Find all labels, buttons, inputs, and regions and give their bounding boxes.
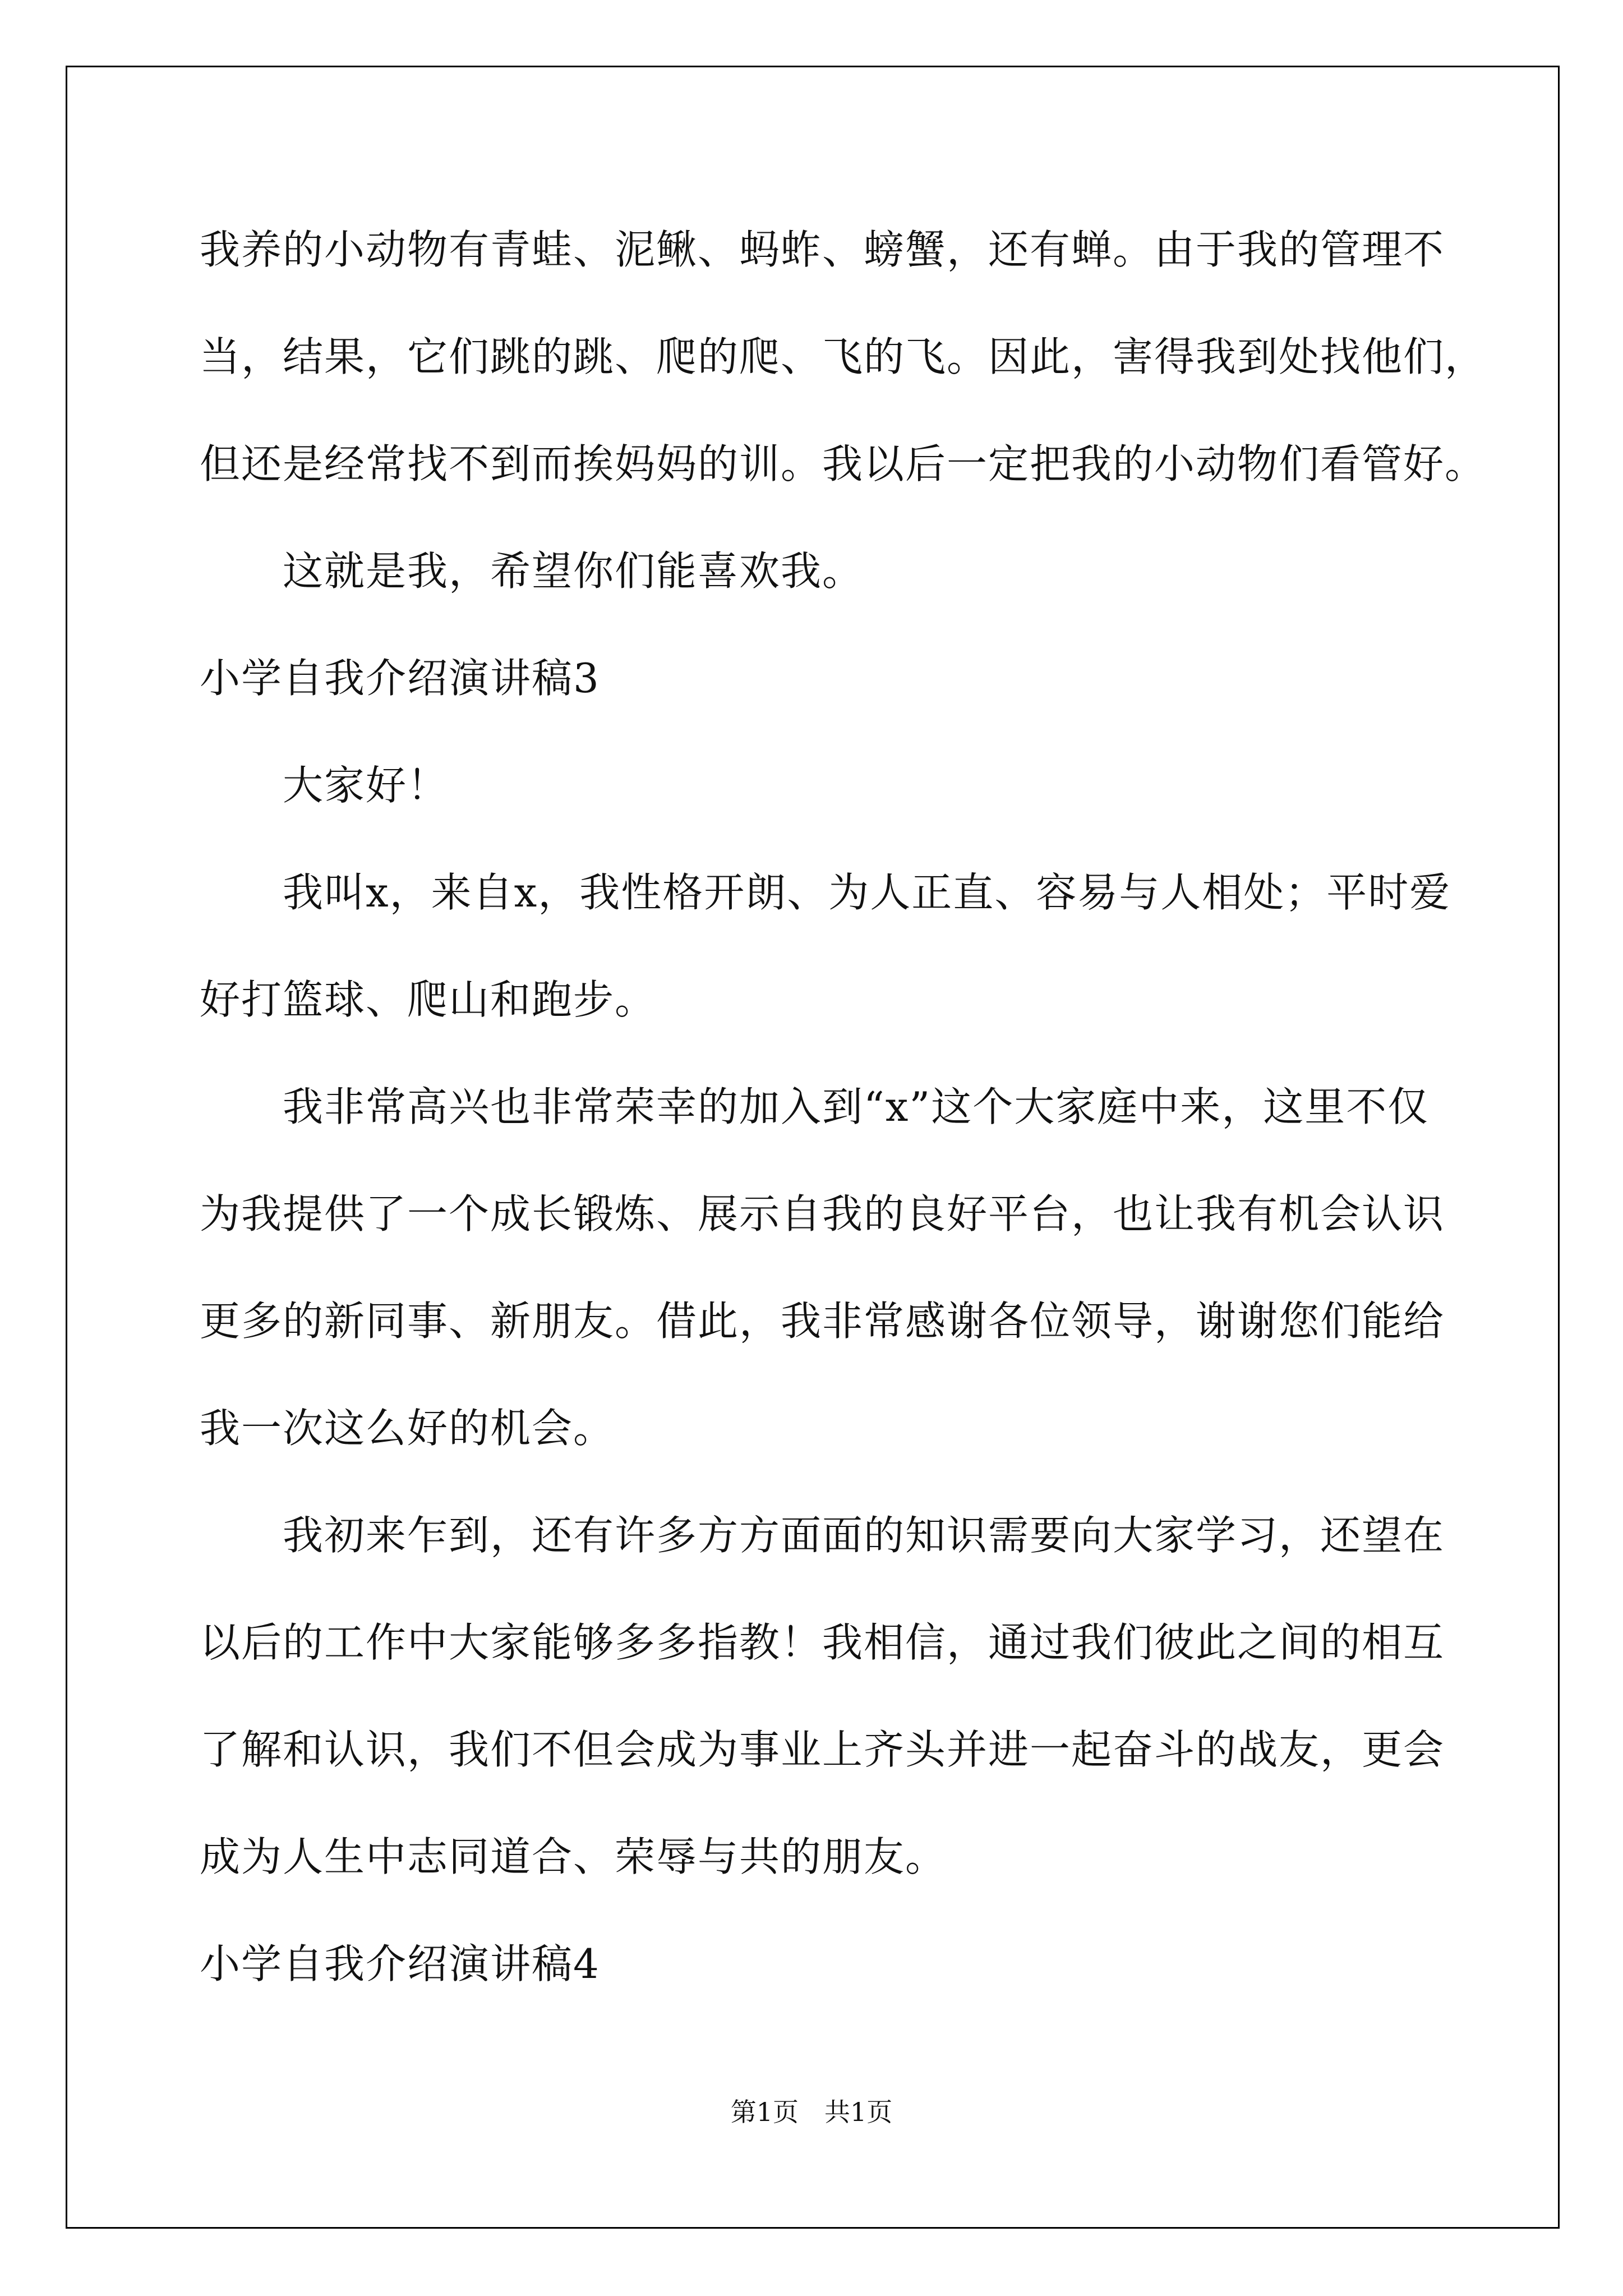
page-border	[66, 66, 1560, 2229]
paragraph-line: 当，结果，它们跳的跳、爬的爬、飞的飞。因此，害得我到处找他们，	[200, 333, 1487, 380]
greeting-line: 大家好！	[283, 762, 449, 809]
section-heading: 小学自我介绍演讲稿3	[200, 655, 600, 702]
paragraph-line: 以后的工作中大家能够多多指教！我相信，通过我们彼此之间的相互	[200, 1619, 1445, 1666]
paragraph-line: 好打篮球、爬山和跑步。	[200, 976, 657, 1023]
paragraph-line: 了解和认识，我们不但会成为事业上齐头并进一起奋斗的战友，更会	[200, 1726, 1445, 1773]
paragraph-line: 更多的新同事、新朋友。借此，我非常感谢各位领导，谢谢您们能给	[200, 1297, 1445, 1345]
paragraph-line: 这就是我，希望你们能喜欢我。	[283, 547, 864, 595]
paragraph-line: 我非常高兴也非常荣幸的加入到“x”这个大家庭中来，这里不仅	[283, 1083, 1430, 1130]
paragraph-line: 我叫x，来自x，我性格开朗、为人正直、容易与人相处；平时爱	[283, 869, 1451, 916]
page-number-footer: 第1页 共1页	[730, 2097, 893, 2127]
paragraph-line: 但还是经常找不到而挨妈妈的训。我以后一定把我的小动物们看管好。	[200, 440, 1487, 487]
section-heading: 小学自我介绍演讲稿4	[200, 1940, 600, 1987]
paragraph-line: 为我提供了一个成长锻炼、展示自我的良好平台，也让我有机会认识	[200, 1190, 1445, 1237]
paragraph-line: 我初来乍到，还有许多方方面面的知识需要向大家学习，还望在	[283, 1512, 1445, 1559]
paragraph-line: 我养的小动物有青蛙、泥鳅、蚂蚱、螃蟹，还有蝉。由于我的管理不	[200, 226, 1445, 273]
paragraph-line: 我一次这么好的机会。	[200, 1405, 615, 1452]
paragraph-line: 成为人生中志同道合、荣辱与共的朋友。	[200, 1833, 947, 1880]
